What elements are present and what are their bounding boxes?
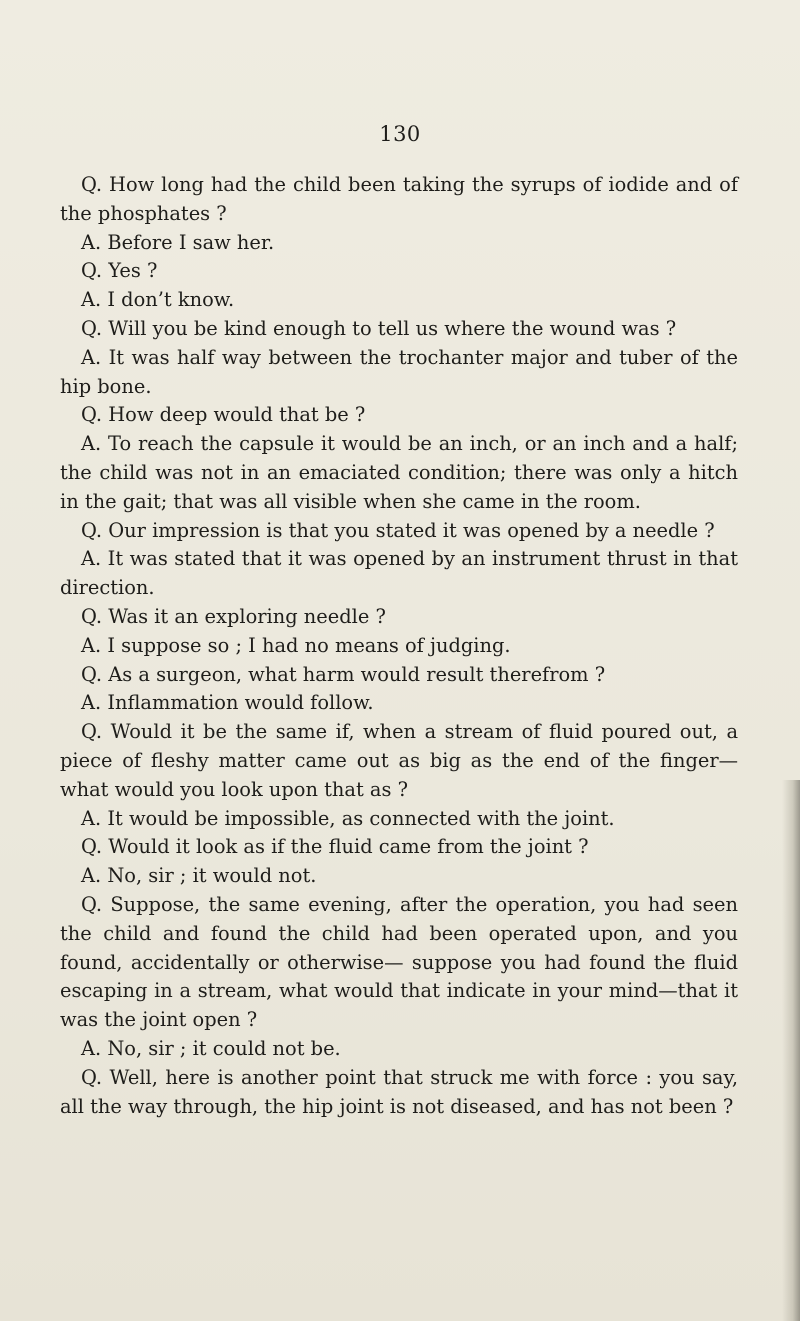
paragraph-q6: Q. Was it an exploring needle ? bbox=[81, 604, 386, 628]
paragraph-q2: Q. Yes ? bbox=[81, 259, 158, 283]
paragraph-q9: Q. Would it look as if the fluid came from the joint ? bbox=[81, 835, 589, 859]
paragraph-q11: Q. Well, here is another point that struck me with force : you say, all the way through, the hip joint is not diseased, and has not been ? bbox=[60, 1065, 738, 1118]
paragraph-a2: A. I don’t know. bbox=[81, 288, 235, 312]
page-number: 130 bbox=[379, 122, 421, 146]
paragraph-q7: Q. As a surgeon, what harm would result therefrom ? bbox=[81, 662, 606, 686]
paragraph-a7: A. Inflammation would follow. bbox=[81, 691, 374, 715]
paragraph-q8: Q. Would it be the same if, when a stream of fluid poured out, a piece of fleshy matter came out as big as the end of the finger—what would you look upon that as ? bbox=[60, 720, 738, 801]
paragraph-a8: A. It would be impossible, as connected with the joint. bbox=[81, 806, 615, 830]
paragraph-q3: Q. Will you be kind enough to tell us where the wound was ? bbox=[81, 316, 677, 340]
paragraph-a6: A. I suppose so ; I had no means of judging. bbox=[81, 633, 511, 657]
page-edge-shadow bbox=[782, 780, 800, 1321]
paragraph-a1: A. Before I saw her. bbox=[81, 230, 275, 254]
paragraph-a5: A. It was stated that it was opened by an instrument thrust in that direction. bbox=[60, 547, 738, 600]
body-text bbox=[60, 171, 738, 1121]
paragraph-q4: Q. How deep would that be ? bbox=[81, 403, 366, 427]
paragraph-a4: A. To reach the capsule it would be an inch, or an inch and a half; the child was not in an emaciated condition; there was only a hitch in the gait; that was all visible when she came in the room. bbox=[60, 432, 738, 513]
paragraph-q5: Q. Our impression is that you stated it was opened by a needle ? bbox=[81, 518, 715, 542]
paragraph-a9: A. No, sir ; it would not. bbox=[81, 864, 317, 888]
paragraph-a10: A. No, sir ; it could not be. bbox=[81, 1036, 341, 1060]
paragraph-q10: Q. Suppose, the same evening, after the operation, you had seen the child and found the child had been operated upon, and you found, accidentally or otherwise— suppose you had found the fluid escaping in a stream, what would that indicate in your mind—that it was the joint open ? bbox=[60, 892, 738, 1032]
paragraph-q1: Q. How long had the child been taking the syrups of iodide and of the phosphates ? bbox=[60, 173, 738, 225]
paragraph-a3: A. It was half way between the trochanter major and tuber of the hip bone. bbox=[60, 345, 738, 398]
